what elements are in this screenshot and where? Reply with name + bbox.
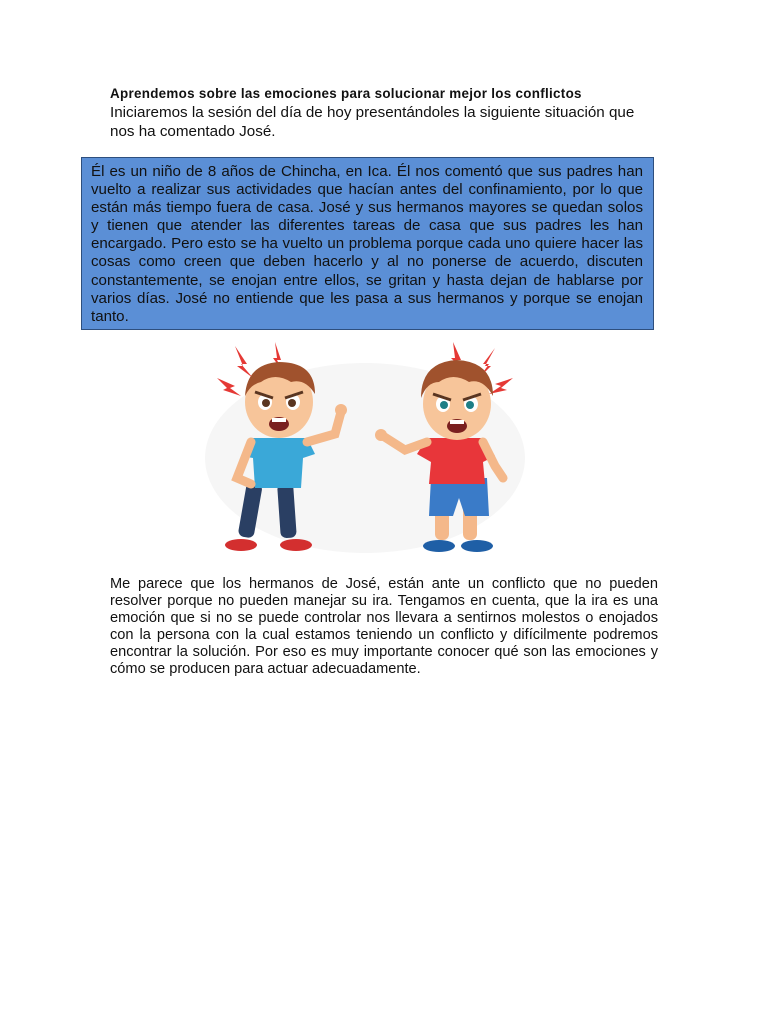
intro-text: Iniciaremos la sesión del día de hoy presentándoles la siguiente situación que nos ha comentado José. <box>110 104 635 140</box>
story-box: Él es un niño de 8 años de Chincha, en Ica. Él nos comentó que sus padres han vuelto a realizar sus actividades que hacían antes del confinamiento, por lo que están más tiempo fuera de casa. José y sus hermanos mayores se quedan solos y tienen que atender las diferentes tareas de casa que sus padres les han encargado. Pero esto se ha vuelto un problema porque cada uno quiere hacer las cosas como creen que deben hacerlo y al no ponerse de acuerdo, discuten constantemente, se enojan entre ellos, se gritan y hasta dejan de hablarse por varios días. José no entiende que les pasa a sus hermanos y porque se enojan tanto. <box>81 157 654 330</box>
page-heading: Aprendemos sobre las emociones para solucionar mejor los conflictos <box>110 86 582 101</box>
two-angry-boys-arguing-illustration <box>195 338 535 560</box>
reflection-paragraph: Me parece que los hermanos de José, están ante un conflicto que no pueden resolver porque no pueden manejar su ira. Tengamos en cuenta, que la ira es una emoción que si no se puede controlar nos llevara a sentirnos molestos o enojados con la persona con la cual estamos teniendo un conflicto y difícilmente podremos encontrar la solución. Por eso es muy importante conocer qué son las emociones y cómo se producen para actuar adecuadamente. <box>110 576 658 677</box>
